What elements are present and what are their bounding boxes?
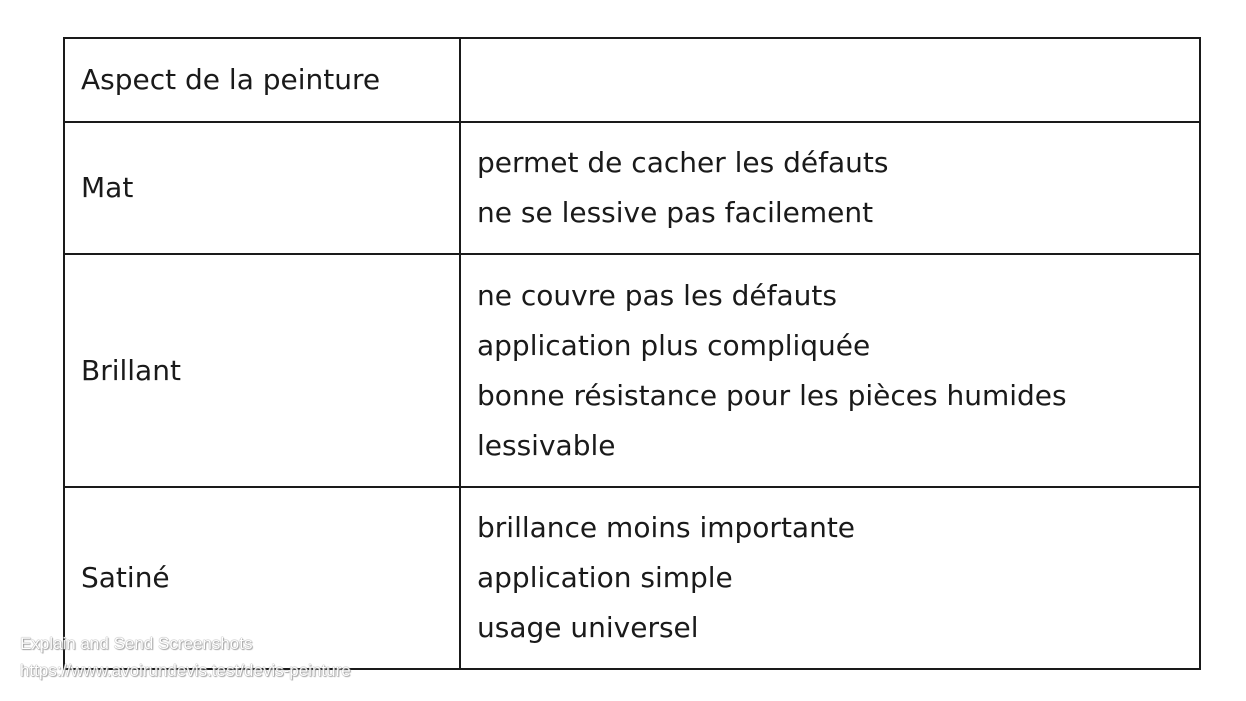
description-line: usage universel <box>477 611 699 644</box>
row-description-mat <box>460 122 1200 254</box>
row-description-brillant <box>460 254 1200 487</box>
row-description-satine <box>460 487 1200 669</box>
description-line: lessivable <box>477 428 616 462</box>
description-line: application plus compliquée <box>477 328 871 362</box>
description-line: bonne résistance pour les pièces humides <box>477 378 1067 412</box>
description-line: application simple <box>477 561 733 594</box>
header-empty-cell <box>460 38 1200 122</box>
table-row <box>64 122 1200 254</box>
watermark-url: https://www.avoirundevis.test/devis-peinture <box>20 661 351 680</box>
table-row <box>64 254 1200 487</box>
header-label-cell: Aspect de la peinture <box>64 38 460 122</box>
description-line: ne couvre pas les défauts <box>477 278 837 312</box>
table-header-row <box>64 38 1200 122</box>
description-line: brillance moins importante <box>477 511 856 544</box>
description-line: ne se lessive pas facilement <box>477 196 874 229</box>
row-label-mat: Mat <box>64 122 460 254</box>
row-label-satine: Satiné <box>64 487 460 669</box>
row-label-brillant: Brillant <box>64 254 460 487</box>
paint-aspect-table <box>63 37 1201 670</box>
description-line: permet de cacher les défauts <box>477 146 889 179</box>
watermark-title: Explain and Send Screenshots <box>20 634 253 653</box>
watermark <box>20 630 351 684</box>
